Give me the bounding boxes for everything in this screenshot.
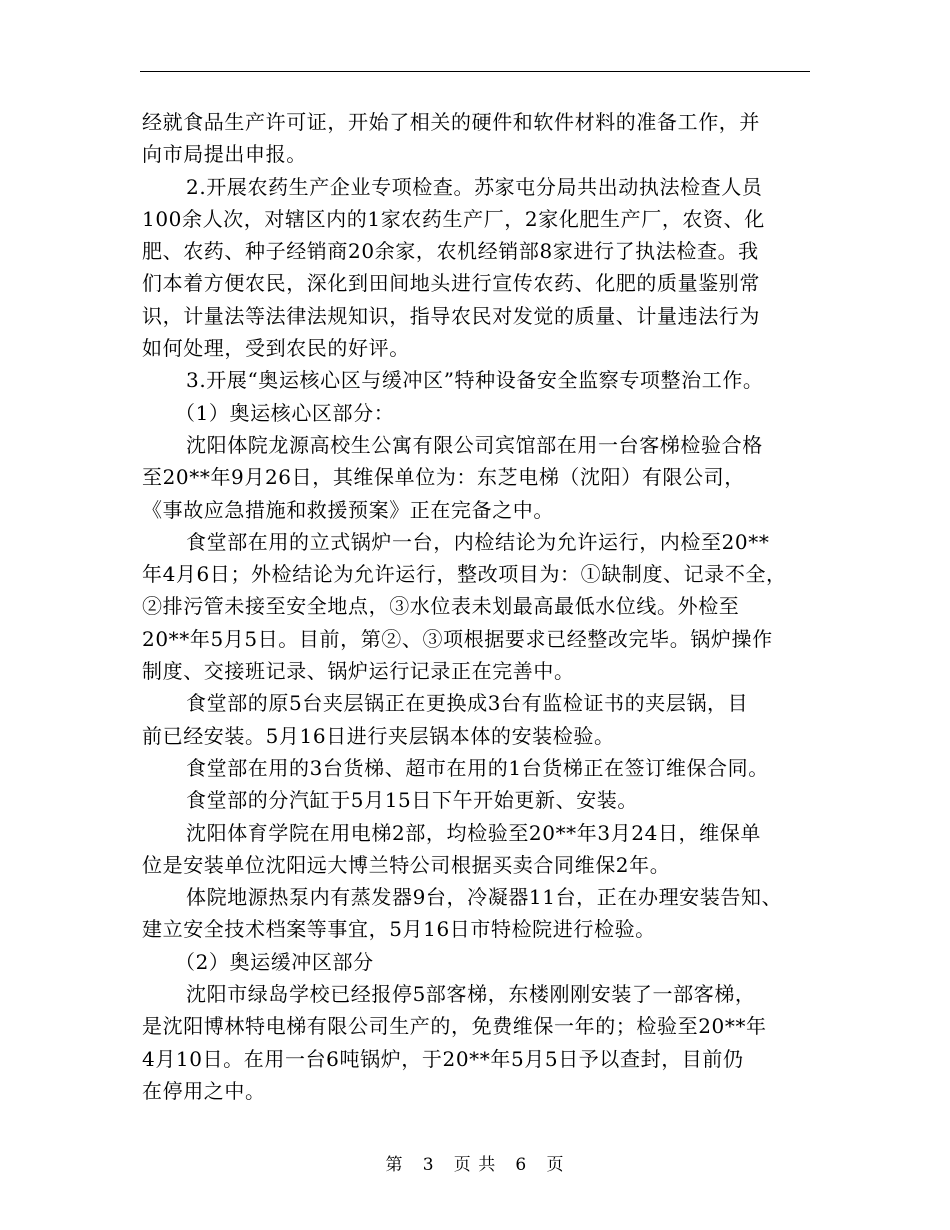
- text-line: 沈阳市绿岛学校已经报停5部客梯，东楼刚刚安装了一部客梯，: [186, 982, 756, 1007]
- text-line: 如何处理，受到农民的好评。: [142, 336, 410, 361]
- text-line: 3.开展“奥运核心区与缓冲区”特种设备安全监察专项整治工作。: [186, 368, 764, 393]
- text-line: 建立安全技术档案等事宜，5月16日市特检院进行检验。: [142, 917, 656, 942]
- text-line: 食堂部在用的立式锅炉一台，内检结论为允许运行，内检至20**: [186, 529, 770, 554]
- text-line: 是沈阳博林特电梯有限公司生产的，免费维保一年的；检验至20**年: [142, 1014, 767, 1039]
- text-line: 年4月6日；外检结论为允许运行，整改项目为：①缺制度、记录不全，: [142, 562, 787, 587]
- footer-suffix: 页: [546, 1155, 565, 1175]
- text-line: 食堂部的原5台夹层锅正在更换成3台有监检证书的夹层锅，目: [186, 691, 749, 716]
- text-line: 制度、交接班记录、锅炉运行记录正在完善中。: [142, 659, 575, 684]
- header-rule: [140, 71, 810, 72]
- footer-middle: 页 共: [453, 1155, 497, 1175]
- text-line: 4月10日。在用一台6吨锅炉，于20**年5月5日予以查封，目前仍: [142, 1046, 744, 1071]
- text-line: 们本着方便农民，深化到田间地头进行宣传农药、化肥的质量鉴别常: [142, 271, 760, 296]
- text-line: 识，计量法等法律法规知识，指导农民对发觉的质量、计量违法行为: [142, 303, 760, 328]
- text-line: 食堂部在用的3台货梯、超市在用的1台货梯正在签订维保合同。: [186, 755, 769, 780]
- footer-current-page: 3: [422, 1155, 435, 1175]
- text-line: 《事故应急措施和救援预案》正在完备之中。: [142, 497, 554, 522]
- text-line: 经就食品生产许可证，开始了相关的硬件和软件材料的准备工作，并: [142, 110, 760, 134]
- text-line: 沈阳体育学院在用电梯2部，均检验至20**年3月24日，维保单: [186, 820, 761, 845]
- text-line: 体院地源热泵内有蒸发器9台，冷凝器11台，正在办理安装告知、: [186, 885, 783, 910]
- text-line: ②排污管未接至安全地点，③水位表未划最高最低水位线。外检至: [142, 594, 740, 619]
- text-line: 在停用之中。: [142, 1078, 266, 1103]
- document-body: [142, 106, 812, 1107]
- text-line: 沈阳体院龙源高校生公寓有限公司宾馆部在用一台客梯检验合格: [186, 432, 763, 457]
- text-line: 2.开展农药生产企业专项检查。苏家屯分局共出动执法检查人员: [186, 174, 763, 199]
- text-line: （2）奥运缓冲区部分: [175, 949, 374, 974]
- text-line: 向市局提出申报。: [142, 142, 307, 167]
- text-line: 位是安装单位沈阳远大博兰特公司根据买卖合同维保2年。: [142, 852, 671, 877]
- text-line: 肥、农药、种子经销商20余家，农机经销部8家进行了执法检查。我: [142, 239, 759, 264]
- text-line: 100余人次，对辖区内的1家农药生产厂，2家化肥生产厂，农资、化: [142, 206, 765, 231]
- text-line: 至20**年9月26日，其维保单位为：东芝电梯（沈阳）有限公司，: [142, 465, 745, 490]
- footer-total-pages: 6: [515, 1155, 528, 1175]
- text-line: （1）奥运核心区部分：: [175, 400, 395, 425]
- text-line: 前已经安装。5月16日进行夹层锅本体的安装检验。: [142, 723, 615, 748]
- footer-prefix: 第: [385, 1155, 404, 1175]
- page-footer: [0, 1150, 950, 1175]
- text-line: 20**年5月5日。目前，第②、③项根据要求已经整改完毕。锅炉操作: [142, 626, 773, 651]
- text-line: 食堂部的分汽缸于5月15日下午开始更新、安装。: [186, 788, 638, 813]
